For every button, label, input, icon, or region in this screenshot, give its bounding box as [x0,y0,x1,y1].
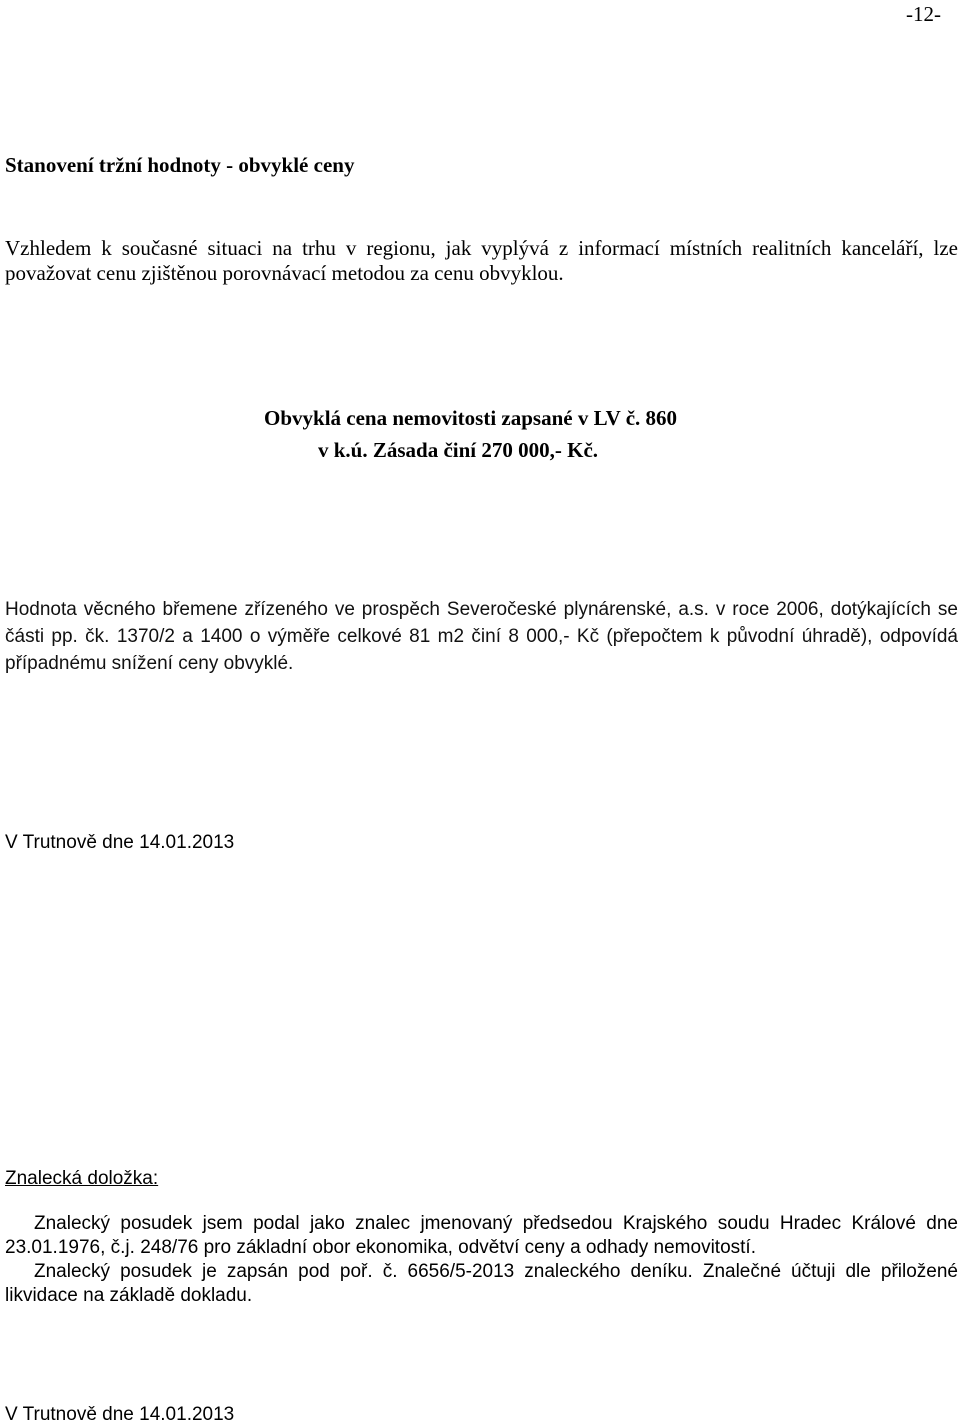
market-value-line-2: v k.ú. Zásada činí 270 000,- Kč. [318,438,599,462]
expert-clause-title: Znalecká doložka: [5,1168,159,1189]
expert-clause-body [5,1212,958,1308]
intro-paragraph: Vzhledem k současné situaci na trhu v regionu, jak vyplývá z informací místních realitních kanceláří, lze považovat cenu zjištěnou porovnávací metodou za cenu obvyklou. [5,236,958,285]
place-date-second: V Trutnově dne 14.01.2013 [5,1404,235,1425]
market-value-line-1: Obvyklá cena nemovitosti zapsané v LV č. 860 [264,406,678,430]
expert-clause-paragraph-2: Znalecký posudek je zapsán pod poř. č. 6656/5-2013 znaleckého deníku. Znalečné účtuji dle přiložené likvidace na základě dokladu. [5,1261,958,1306]
expert-clause-paragraph-1: Znalecký posudek jsem podal jako znalec jmenovaný předsedou Krajského soudu Hradec Králové dne 23.01.1976, č.j. 248/76 pro základní obor ekonomika, odvětví ceny a odhady nemovitostí. [5,1213,958,1258]
page-number: -12- [906,2,941,26]
section-heading: Stanovení tržní hodnoty - obvyklé ceny [5,153,355,177]
market-value-statement [264,402,677,466]
easement-paragraph: Hodnota věcného břemene zřízeného ve prospěch Severočeské plynárenské, a.s. v roce 2006, dotýkajících se části pp. čk. 1370/2 a 1400 o výměře celkové 81 m2 činí 8 000,- Kč (přepočtem k původní úhradě), odpovídá případnému snížení ceny obvyklé. [5,599,958,674]
place-date-first: V Trutnově dne 14.01.2013 [5,832,235,853]
